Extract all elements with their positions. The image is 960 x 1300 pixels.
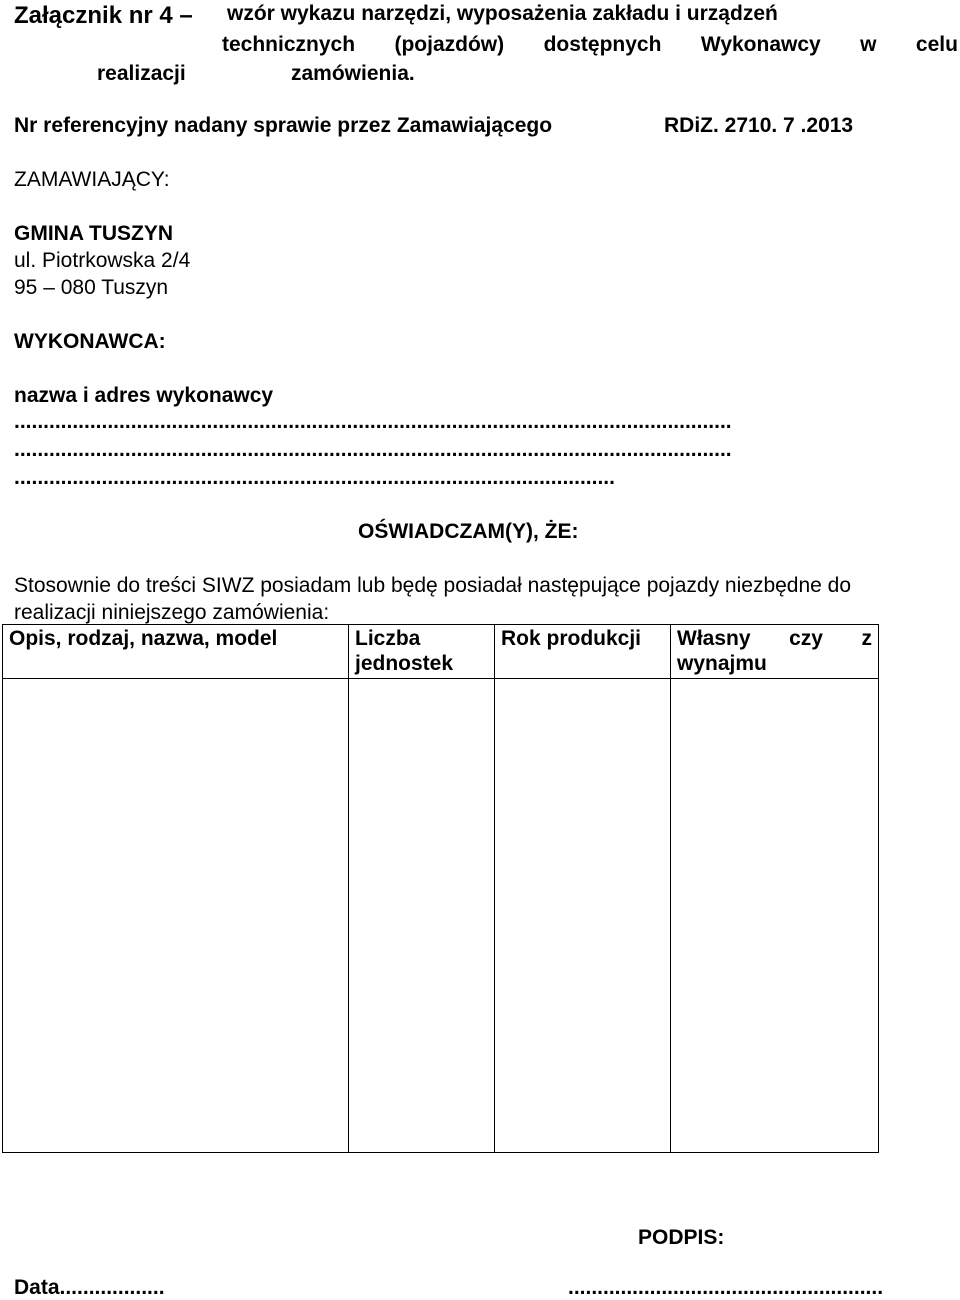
table-row bbox=[3, 679, 879, 1153]
signature-line: ...................................................... bbox=[568, 1276, 884, 1299]
column-header-ownership-line-2: wynajmu bbox=[677, 652, 767, 675]
column-header-ownership bbox=[671, 625, 879, 679]
column-header-quantity bbox=[349, 625, 495, 679]
production-year-cell[interactable] bbox=[495, 679, 671, 1153]
contractor-fill-line-3: ....................................................................................................... bbox=[14, 466, 615, 489]
contractor-fill-line-1: ........................................................................................................................... bbox=[14, 410, 732, 433]
date-field: Data.................. bbox=[14, 1276, 165, 1299]
annex-title: Załącznik nr 4 – bbox=[14, 2, 193, 29]
signature-label: PODPIS: bbox=[638, 1226, 725, 1249]
desc-word: dostępnych bbox=[543, 33, 662, 56]
column-header-description: Opis, rodzaj, nazwa, model bbox=[3, 625, 349, 679]
desc-word: celu bbox=[915, 33, 958, 56]
annex-description-line-3b: zamówienia. bbox=[291, 62, 415, 85]
ownership-cell[interactable] bbox=[671, 679, 879, 1153]
ownership-word: z bbox=[861, 627, 872, 650]
desc-word: technicznych bbox=[222, 33, 356, 56]
desc-word: w bbox=[860, 33, 877, 56]
table-header-row bbox=[3, 625, 879, 679]
equipment-table bbox=[2, 624, 879, 1153]
annex-description-line-1: wzór wykazu narzędzi, wyposażenia zakładu i urządzeń bbox=[227, 2, 778, 25]
description-cell[interactable] bbox=[3, 679, 349, 1153]
column-header-quantity-line-1: Liczba bbox=[355, 627, 421, 650]
ownership-word: czy bbox=[789, 627, 823, 650]
column-header-ownership-line-1 bbox=[677, 626, 872, 651]
declaration-heading: OŚWIADCZAM(Y), ŻE: bbox=[358, 520, 579, 543]
column-header-quantity-line-2: jednostek bbox=[355, 652, 454, 675]
contracting-party-street: ul. Piotrkowska 2/4 bbox=[14, 249, 191, 272]
declaration-text-line-2: realizacji niniejszego zamówienia: bbox=[14, 601, 330, 624]
contracting-party-city: 95 – 080 Tuszyn bbox=[14, 276, 169, 299]
declaration-text-line-1: Stosownie do treści SIWZ posiadam lub będę posiadał następujące pojazdy niezbędne do bbox=[14, 574, 852, 597]
reference-number: RDiZ. 2710. 7 .2013 bbox=[664, 114, 854, 137]
annex-description-line-2 bbox=[222, 33, 958, 57]
contractor-name-label: nazwa i adres wykonawcy bbox=[14, 384, 274, 407]
contracting-party-heading: ZAMAWIAJĄCY: bbox=[14, 168, 170, 191]
ownership-word: Własny bbox=[677, 627, 751, 650]
column-header-production-year: Rok produkcji bbox=[495, 625, 671, 679]
desc-word: (pojazdów) bbox=[394, 33, 505, 56]
annex-description-line-3a: realizacji bbox=[97, 62, 186, 85]
contractor-heading: WYKONAWCA: bbox=[14, 330, 166, 353]
desc-word: Wykonawcy bbox=[700, 33, 821, 56]
contracting-party-name: GMINA TUSZYN bbox=[14, 222, 174, 245]
contractor-fill-line-2: ........................................................................................................................... bbox=[14, 438, 732, 461]
reference-label: Nr referencyjny nadany sprawie przez Zamawiającego bbox=[14, 114, 553, 137]
quantity-cell[interactable] bbox=[349, 679, 495, 1153]
